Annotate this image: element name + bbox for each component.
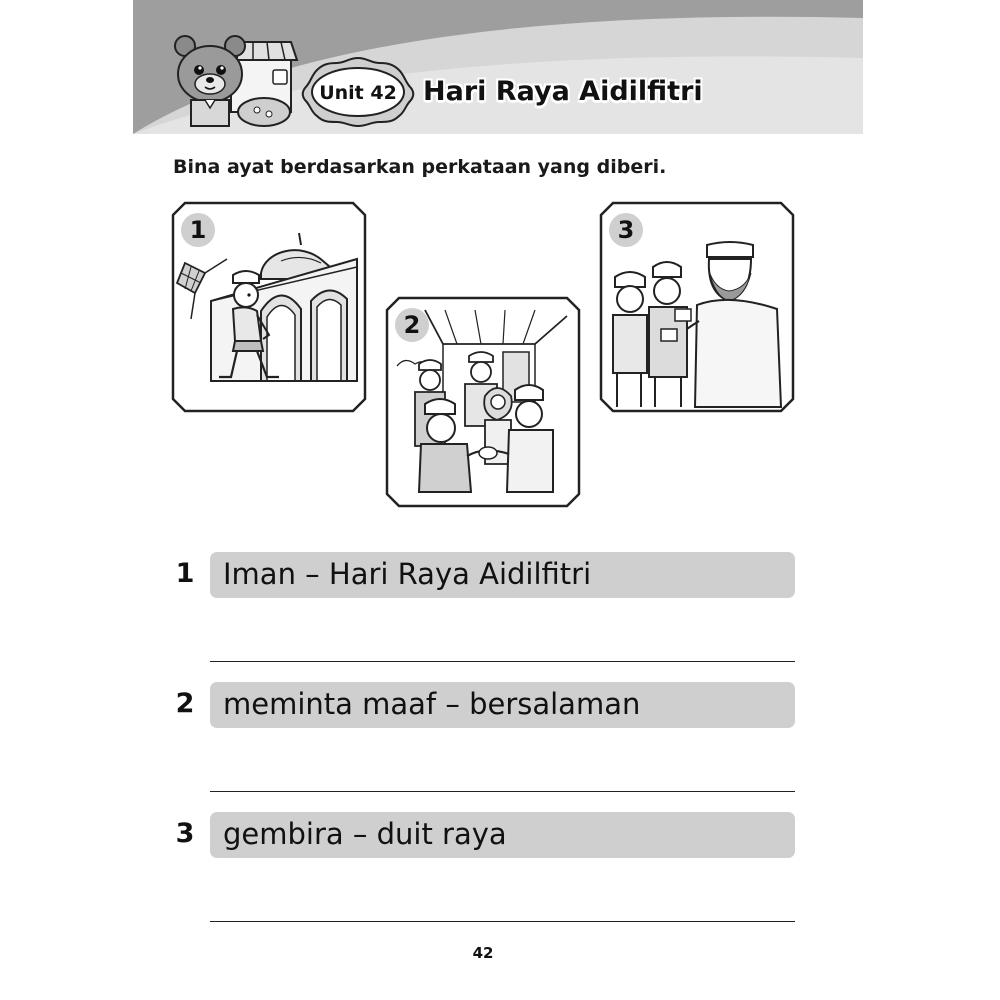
picture-frame-3 [599, 201, 795, 413]
unit-label: Unit 42 [319, 82, 397, 104]
picture-number-2: 2 [395, 308, 429, 342]
question-number: 3 [175, 818, 195, 849]
bear-shop-icon [169, 34, 304, 129]
page-title: Hari Raya Aidilfitri [423, 76, 703, 107]
page-number: 42 [472, 944, 494, 962]
picture-number-1: 1 [181, 213, 215, 247]
answer-line-1[interactable] [210, 661, 795, 662]
word-prompt-bar [210, 812, 795, 858]
question-number: 1 [175, 558, 195, 589]
picture-frame-1 [171, 201, 367, 413]
instruction-text: Bina ayat berdasarkan perkataan yang diberi. [173, 156, 667, 178]
worksheet-page [133, 0, 863, 1000]
question-2 [173, 682, 795, 792]
answer-line-3[interactable] [210, 921, 795, 922]
question-number: 2 [175, 688, 195, 719]
word-prompt-text: meminta maaf – bersalaman [223, 687, 641, 721]
picture-number-3: 3 [609, 213, 643, 247]
answer-line-2[interactable] [210, 791, 795, 792]
question-3 [173, 812, 795, 922]
question-1 [173, 552, 795, 662]
word-prompt-text: Iman – Hari Raya Aidilfitri [223, 557, 592, 591]
word-prompt-bar [210, 552, 795, 598]
word-prompt-bar [210, 682, 795, 728]
word-prompt-text: gembira – duit raya [223, 817, 507, 851]
picture-frame-2 [385, 296, 581, 508]
